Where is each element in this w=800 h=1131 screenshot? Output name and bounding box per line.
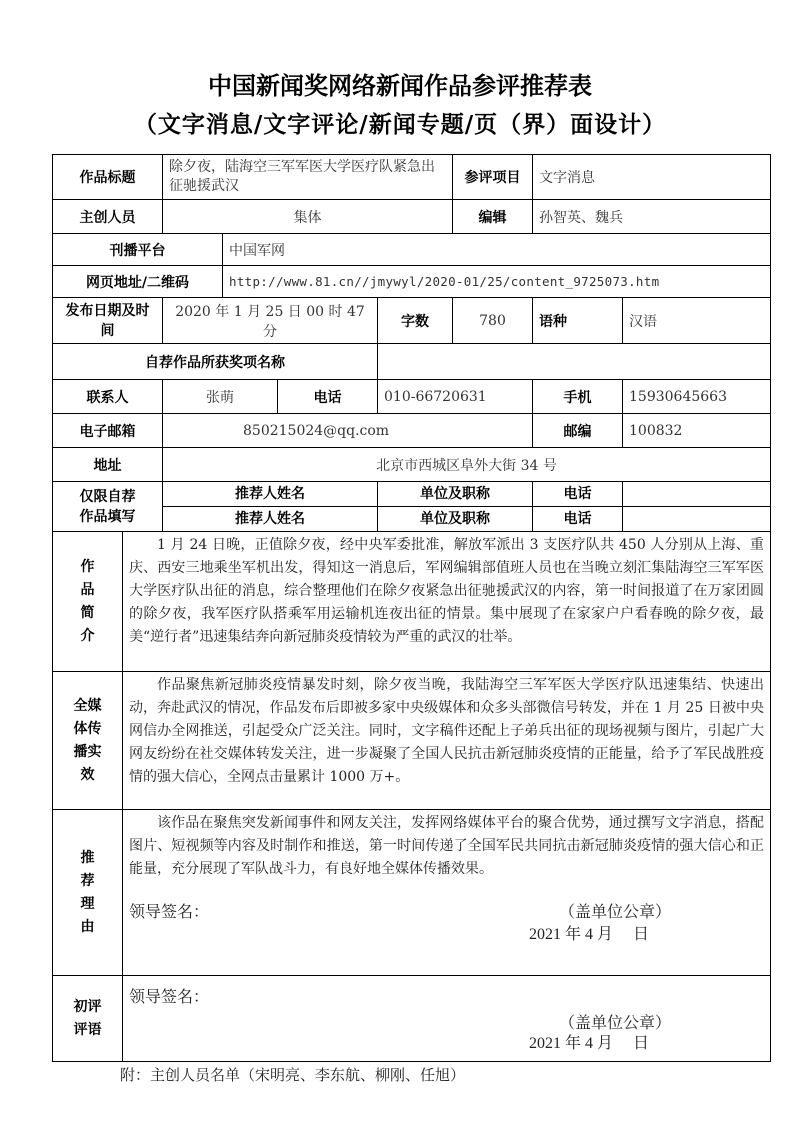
effect-text: 作品聚焦新冠肺炎疫情暴发时刻，除夕夜当晚，我陆海空三军军医大学医疗队迅速集结、快速出动，奔赴武汉的情况，作品发布后即被多家中央级媒体和众多头部微信号转发，并在 1 月 25 日被中央网信办全网推送，引起受众广泛关注。同时，文字稿件还配上子弟兵出征的现场视频与图片，引起广大网友纷纷在社交媒体转发关注，进一步凝聚了全国人民抗击新冠肺炎疫情的正能量，给予了军民战胜疫情的强大信心，全网点击量累计 1000 万+。 <box>123 672 771 810</box>
unit-label: 单位及职称 <box>378 482 533 507</box>
summary-label-char: 品 <box>80 581 95 598</box>
initial-cell <box>123 976 771 1062</box>
initial-date: 2021 年 4 月 日 <box>529 1035 650 1052</box>
awards-value <box>378 344 771 380</box>
category-label: 参评项目 <box>453 155 533 200</box>
row-summary <box>53 532 771 672</box>
address-value: 北京市西城区阜外大街 34 号 <box>163 448 771 482</box>
recommender-label: 推荐人姓名 <box>163 482 378 507</box>
recommendation-form <box>52 154 771 1062</box>
self-phone-value <box>623 482 771 507</box>
summary-label-char: 作 <box>80 558 95 575</box>
self-phone-label-2: 电话 <box>533 507 623 532</box>
self-phone-label: 电话 <box>533 482 623 507</box>
row-email <box>53 414 771 448</box>
title-label: 作品标题 <box>53 155 163 200</box>
effect-label-line: 效 <box>80 766 95 783</box>
creator-value: 集体 <box>163 200 453 234</box>
zip-value: 100832 <box>623 414 771 448</box>
effect-label-line: 播实 <box>73 743 102 760</box>
platform-value: 中国军网 <box>223 234 771 266</box>
reason-cell <box>123 810 771 976</box>
address-label: 地址 <box>53 448 163 482</box>
effect-label-line: 体传 <box>73 720 102 737</box>
summary-text: 1 月 24 日晚，正值除夕夜，经中央军委批准，解放军派出 3 支医疗队共 450 人分别从上海、重庆、西安三地乘坐军机出发，得知这一消息后，军网编辑部值班人员也在当晚立刻汇集陆海空三军军医大学医疗队出征的消息，综合整理他们在除夕夜紧急出征驰援武汉的内容，第一时间报道了在万家团圆的除夕夜，我军医疗队搭乘军用运输机连夜出征的情景。集中展现了在家家户户看春晚的除夕夜，最美“逆行者”迅速集结奔向新冠肺炎疫情较为严重的武汉的壮举。 <box>123 532 771 672</box>
form-title: 中国新闻奖网络新闻作品参评推荐表 <box>208 71 592 100</box>
self-phone-value-2 <box>623 507 771 532</box>
creator-label: 主创人员 <box>53 200 163 234</box>
reason-sign-label: 领导签名： <box>129 904 210 921</box>
words-value: 780 <box>453 298 533 344</box>
mobile-label: 手机 <box>533 380 623 414</box>
row-effect <box>53 672 771 810</box>
lang-value: 汉语 <box>623 298 771 344</box>
recommender-label-2: 推荐人姓名 <box>163 507 378 532</box>
lang-label: 语种 <box>533 298 623 344</box>
contact-value: 张萌 <box>163 380 278 414</box>
platform-label: 刊播平台 <box>53 234 223 266</box>
contact-label: 联系人 <box>53 380 163 414</box>
initial-label <box>53 976 123 1062</box>
self-label-line2: 作品填写 <box>79 508 136 525</box>
url-value: http://www.81.cn//jmywyl/2020-01/25/content_9725073.htm <box>223 266 771 298</box>
initial-date-line <box>129 1032 764 1052</box>
reason-date-line <box>129 923 764 945</box>
date-label-text: 发布日期及时间 <box>65 302 150 339</box>
self-label-line1: 仅限自荐 <box>79 488 136 505</box>
row-platform <box>53 234 771 266</box>
unit-label-2: 单位及职称 <box>378 507 533 532</box>
initial-sign-label: 领导签名： <box>129 989 210 1006</box>
row-self-1 <box>53 482 771 507</box>
zip-label: 邮编 <box>533 414 623 448</box>
reason-sign-line <box>129 901 764 923</box>
summary-label-char: 介 <box>80 627 95 644</box>
editor-label: 编辑 <box>453 200 533 234</box>
category-value: 文字消息 <box>533 155 771 200</box>
initial-seal-label: （盖单位公章） <box>559 1015 672 1032</box>
row-date <box>53 298 771 344</box>
summary-label <box>53 532 123 672</box>
row-creator <box>53 200 771 234</box>
self-label <box>53 482 163 532</box>
phone-label: 电话 <box>278 380 378 414</box>
initial-label-line: 初评 <box>73 998 102 1015</box>
awards-label: 自荐作品所获奖项名称 <box>53 344 378 380</box>
url-label: 网页地址/二维码 <box>53 266 223 298</box>
mobile-value: 15930645663 <box>623 380 771 414</box>
row-contact <box>53 380 771 414</box>
reason-label-char: 理 <box>80 895 95 912</box>
initial-sign-line <box>129 978 764 1012</box>
reason-label-char: 由 <box>80 918 95 935</box>
reason-label-char: 推 <box>80 849 95 866</box>
effect-label-line: 全媒 <box>73 697 102 714</box>
reason-date: 2021 年 4 月 日 <box>529 926 650 943</box>
date-label <box>53 298 163 344</box>
row-url <box>53 266 771 298</box>
date-value: 2020 年 1 月 25 日 00 时 47 分 <box>163 298 378 344</box>
email-label: 电子邮箱 <box>53 414 163 448</box>
title-value: 除夕夜，陆海空三军军医大学医疗队紧急出征驰援武汉 <box>163 155 453 200</box>
reason-text: 该作品在聚焦突发新闻事件和网友关注，发挥网络媒体平台的聚合优势，通过撰写文字消息，搭配图片、短视频等内容及时制作和推送，第一时间传递了全国军民共同抗击新冠肺炎疫情的强大信心和正能量，充分展现了军队战斗力，有良好地全媒体传播效果。 <box>129 815 764 877</box>
editor-value: 孙智英、魏兵 <box>533 200 771 234</box>
row-address <box>53 448 771 482</box>
initial-seal-line <box>129 1012 764 1032</box>
reason-label <box>53 810 123 976</box>
form-subtitle: （文字消息/文字评论/新闻专题/页（界）面设计） <box>133 111 667 138</box>
initial-label-line: 评语 <box>73 1021 102 1038</box>
effect-label <box>53 672 123 810</box>
reason-label-char: 荐 <box>80 872 95 889</box>
row-reason <box>53 810 771 976</box>
words-label: 字数 <box>378 298 453 344</box>
summary-label-char: 简 <box>80 604 95 621</box>
row-initial <box>53 976 771 1062</box>
row-awards <box>53 344 771 380</box>
reason-seal-label: （盖单位公章） <box>559 904 672 921</box>
creator-list-note: 附：主创人员名单（宋明亮、李东航、柳刚、任旭） <box>120 1066 466 1084</box>
row-title <box>53 155 771 200</box>
phone-value: 010-66720631 <box>378 380 533 414</box>
email-value: 850215024@qq.com <box>163 414 533 448</box>
